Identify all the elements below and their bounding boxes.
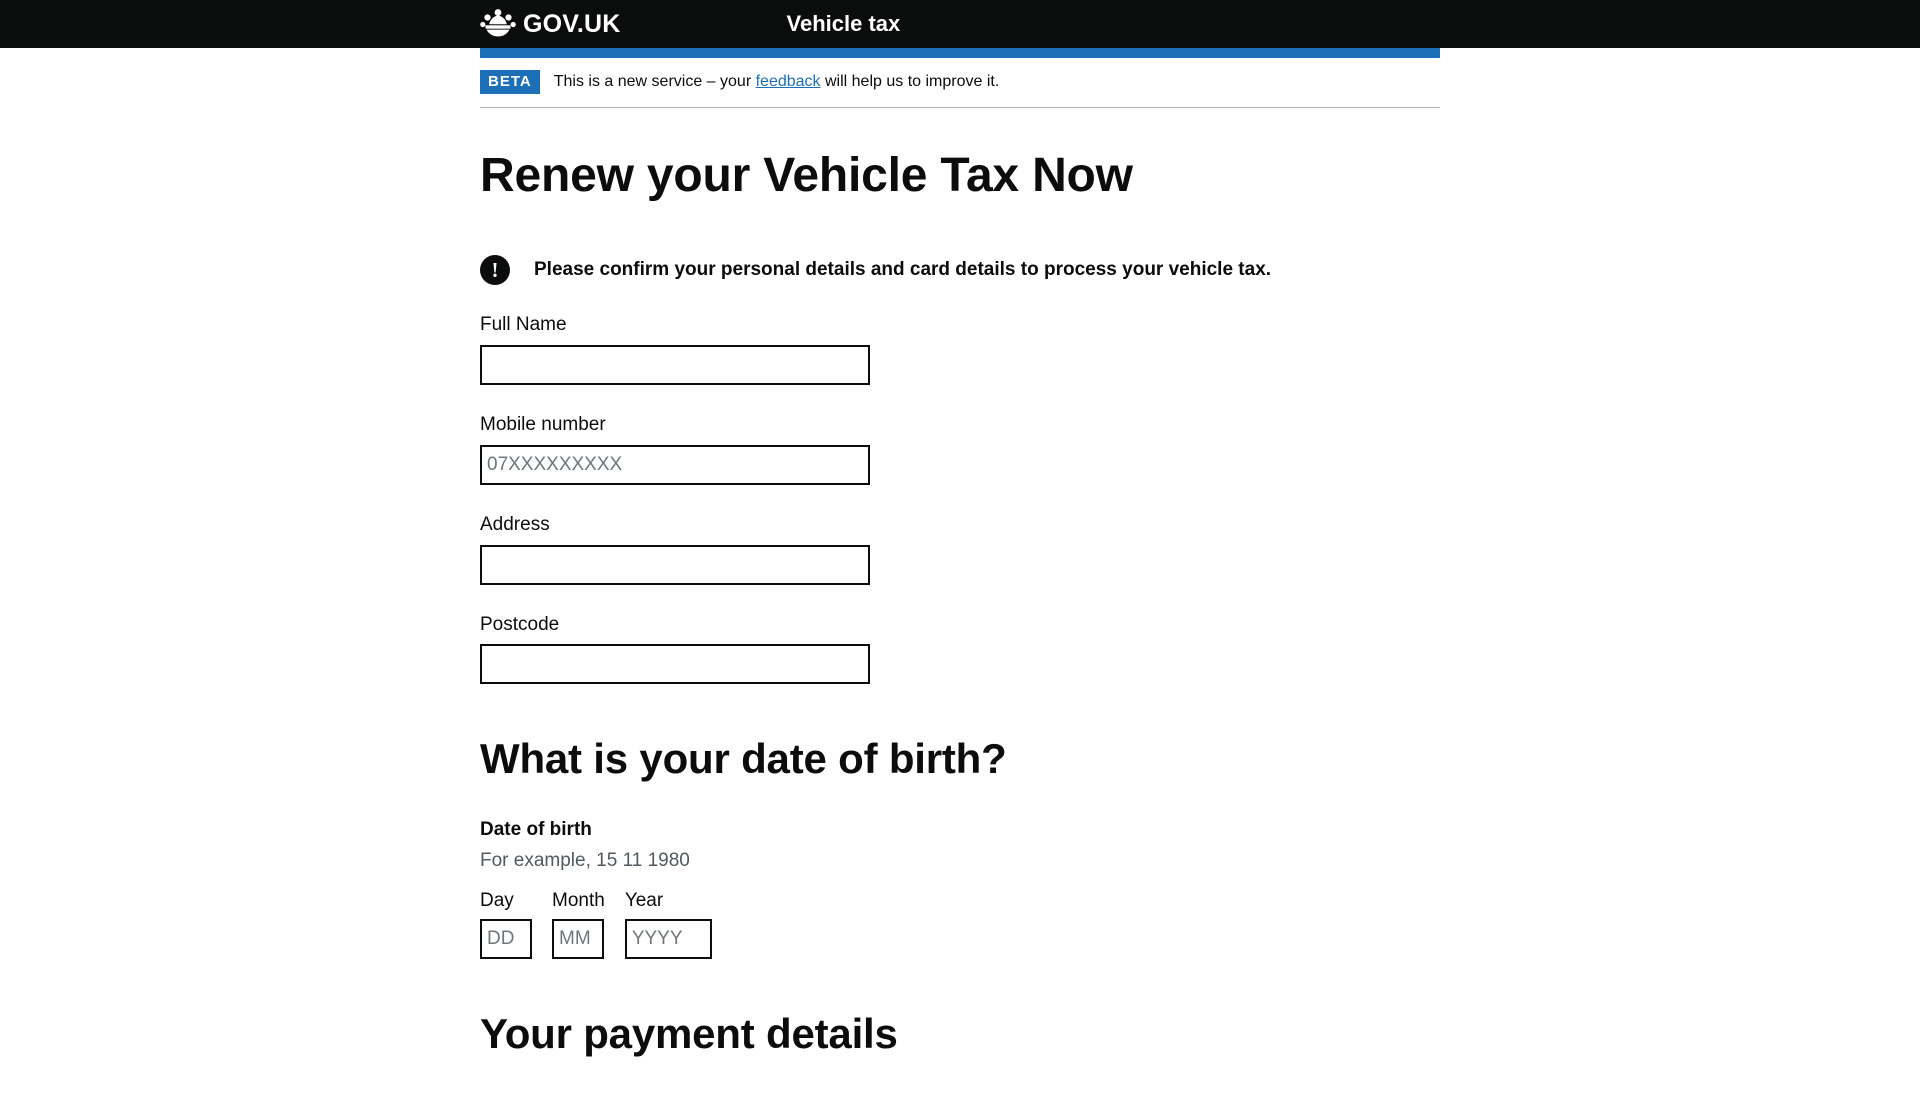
dob-month-label: Month: [552, 890, 605, 912]
dob-day-group: [480, 889, 532, 959]
phase-banner-text: [554, 72, 1000, 92]
exclamation-icon: !: [480, 255, 510, 285]
phase-banner: [480, 58, 1440, 108]
form-group-full-name: [480, 313, 1440, 385]
mobile-number-input[interactable]: [480, 445, 870, 485]
address-input[interactable]: [480, 545, 870, 585]
phase-text-after: will help us to improve it.: [824, 73, 1000, 90]
phase-text-before: This is a new service – your: [553, 73, 752, 90]
crown-icon: [480, 7, 516, 42]
full-name-input[interactable]: [480, 345, 870, 385]
gov-uk-logo-link[interactable]: [480, 7, 621, 42]
postcode-label: Postcode: [480, 613, 560, 635]
payment-details-heading: Your payment details: [480, 1010, 898, 1058]
dob-month-group: [552, 889, 605, 959]
address-label: Address: [480, 513, 550, 535]
dob-month-input[interactable]: [552, 919, 604, 959]
full-name-label: Full Name: [480, 314, 567, 336]
service-name-link[interactable]: Vehicle tax: [786, 11, 901, 36]
page-title: Renew your Vehicle Tax Now: [480, 149, 1133, 202]
beta-tag: BETA: [480, 70, 540, 94]
dob-year-label: Year: [624, 890, 664, 912]
date-of-birth-inputs: [480, 889, 1440, 959]
dob-year-group: [625, 889, 712, 959]
main-content: [480, 58, 1440, 1117]
form-group-address: [480, 513, 1440, 585]
date-of-birth-legend: Date of birth: [480, 819, 592, 841]
blue-accent-strip: [480, 48, 1440, 58]
form-group-postcode: [480, 613, 1440, 685]
feedback-link[interactable]: feedback: [755, 73, 821, 90]
warning-message: Please confirm your personal details and card details to process your vehicle tax.: [534, 259, 1272, 281]
dob-day-input[interactable]: [480, 919, 532, 959]
date-of-birth-fieldset: [480, 818, 1440, 959]
warning-block: [480, 254, 1440, 285]
gov-uk-logo-text: GOV.UK: [523, 9, 621, 38]
dob-day-label: Day: [480, 890, 514, 912]
blue-accent-strip-wrapper: [480, 48, 1440, 58]
dob-year-input[interactable]: [625, 919, 712, 959]
postcode-input[interactable]: [480, 644, 870, 684]
form-group-mobile-number: [480, 413, 1440, 485]
gov-uk-header: [0, 0, 1920, 48]
mobile-number-label: Mobile number: [480, 414, 606, 436]
date-of-birth-heading: What is your date of birth?: [480, 735, 1007, 783]
date-of-birth-hint: For example, 15 11 1980: [480, 849, 690, 871]
bottom-spacer: [480, 1057, 1440, 1117]
